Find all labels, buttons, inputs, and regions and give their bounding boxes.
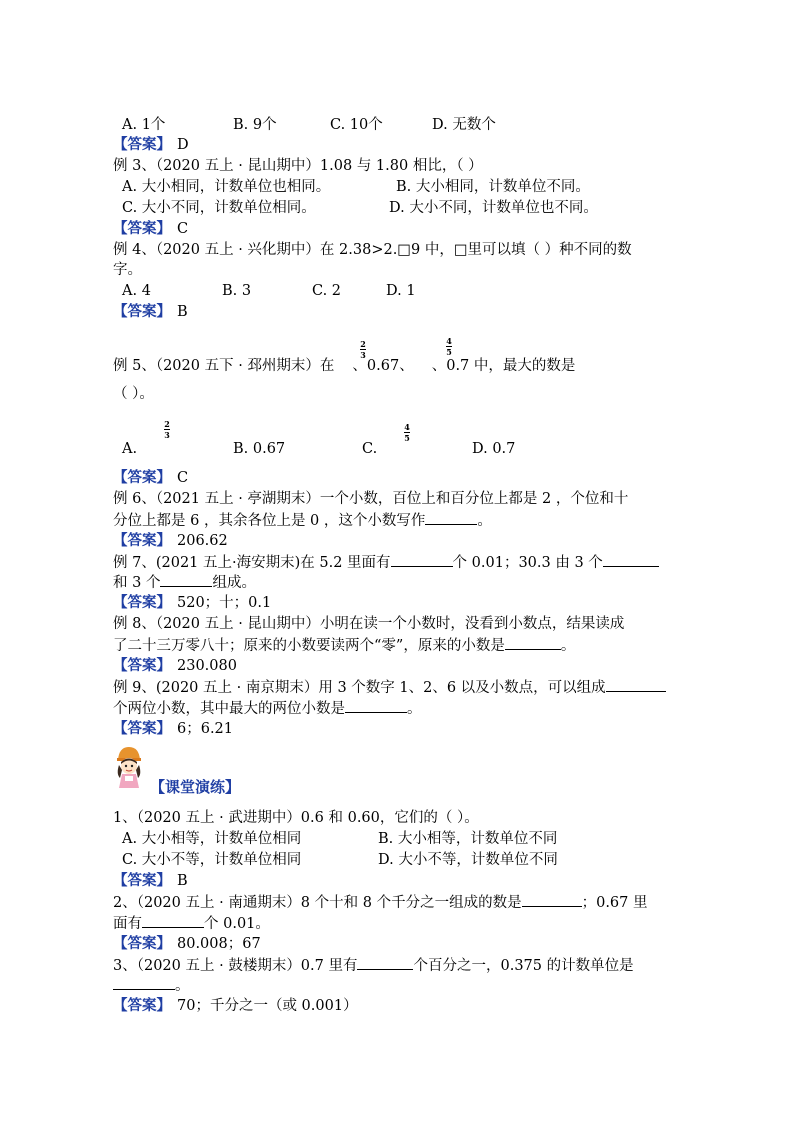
example-8-line1: 例 8、（2020 五上 · 昆山期中）小明在读一个小数时，没看到小数点，结果读成: [113, 616, 625, 632]
girl-mascot-icon: [112, 744, 146, 790]
example-5-question: [113, 356, 575, 376]
answer-blank[interactable]: [160, 572, 212, 587]
example-9-line1: 例 9、(2020 五上 · 南京期末）用 3 个数字 1、2、6 以及小数点，可以组成: [113, 677, 666, 698]
fraction-four-fifths: 4 5: [404, 422, 410, 443]
answer-value: 6；6.21: [177, 721, 234, 737]
answer-value: C: [177, 221, 189, 237]
example-6-line2: 分位上都是 6 ，其余各位上是 0 ，这个小数写作 。: [113, 510, 492, 531]
option-d: D. 大小不同，计数单位也不同。: [389, 200, 598, 216]
example-4-question-line1: 例 4、（2020 五上 · 兴化期中）在 2.38>2.□9 中，□里可以填（ ）种不同的数: [113, 242, 632, 258]
answer-blank[interactable]: [606, 677, 666, 692]
answer-line: [113, 531, 228, 551]
option-d: D. 大小不等，计数单位不同: [378, 852, 558, 868]
section-title: 【课堂演练】: [150, 778, 241, 796]
answer-line: [113, 219, 188, 239]
example-8-line2: 了二十三万零八十；原来的小数要读两个“零”，原来的小数是 。: [113, 635, 575, 656]
answer-blank[interactable]: [113, 975, 175, 990]
answer-blank[interactable]: [142, 913, 204, 928]
option-d: D. 0.7: [472, 441, 516, 457]
question-mid: 、0.67、: [352, 358, 414, 374]
option-a: A.: [122, 441, 138, 457]
answer-line: [113, 871, 188, 891]
practice-1-question: 1、（2020 五上 · 武进期中）0.6 和 0.60，它们的（ ）。: [113, 810, 479, 826]
fraction-two-thirds: 2 3: [360, 339, 366, 360]
option-a: A. 4: [122, 283, 151, 299]
answer-tag: 【答案】: [113, 470, 171, 486]
answer-blank[interactable]: [603, 552, 659, 567]
answer-line: [113, 719, 233, 739]
option-b: B. 9个: [233, 117, 277, 133]
answer-tag: 【答案】: [113, 137, 171, 153]
answer-tag: 【答案】: [113, 998, 171, 1014]
answer-tag: 【答案】: [113, 533, 171, 549]
option-c: C. 大小不等，计数单位相同: [122, 852, 302, 868]
answer-line: [113, 996, 358, 1016]
option-c: C. 10个: [330, 117, 383, 133]
option-d: D. 1: [386, 283, 416, 299]
answer-line: [113, 302, 188, 322]
option-a: A. 大小相同，计数单位也相同。: [122, 179, 331, 195]
option-b: B. 大小相同，计数单位不同。: [396, 179, 590, 195]
fraction-two-thirds: 2 3: [164, 419, 170, 440]
question-suffix: 、0.7 中，最大的数是: [431, 358, 576, 374]
option-b: B. 3: [222, 283, 252, 299]
answer-tag: 【答案】: [113, 936, 171, 952]
answer-blank[interactable]: [522, 892, 582, 907]
example-7-line2: 和 3 个 组成。: [113, 572, 256, 593]
answer-blank[interactable]: [357, 955, 413, 970]
option-c: C.: [362, 441, 378, 457]
answer-tag: 【答案】: [113, 595, 171, 611]
example-6-line1: 例 6、（2021 五上 · 亭湖期末）一个小数，百位上和百分位上都是 2 ，个位和十: [113, 491, 629, 507]
example-4-question-line2: 字。: [113, 262, 142, 278]
example-5-question-line2: （ ）。: [113, 386, 154, 402]
answer-line: [113, 468, 188, 488]
answer-line: [113, 656, 237, 676]
option-a: A. 1个: [122, 117, 166, 133]
answer-tag: 【答案】: [113, 304, 171, 320]
answer-value: B: [177, 304, 188, 320]
fraction-four-fifths: 4 5: [446, 336, 452, 357]
practice-3-line2: 。: [113, 975, 190, 996]
answer-value: 206.62: [177, 533, 228, 549]
example-7-line1: 例 7、(2021 五上·海安期末)在 5.2 里面有 个 0.01；30.3 由 3 个: [113, 552, 659, 573]
option-a: A. 大小相等，计数单位相同: [122, 831, 302, 847]
answer-line: [113, 934, 261, 954]
answer-tag: 【答案】: [113, 658, 171, 674]
answer-blank[interactable]: [345, 698, 407, 713]
option-b: B. 大小相等，计数单位不同: [378, 831, 558, 847]
answer-blank[interactable]: [505, 635, 561, 650]
answer-blank[interactable]: [425, 510, 477, 525]
answer-value: 520；十；0.1: [177, 595, 272, 611]
practice-2-line2: 面有 个 0.01。: [113, 913, 270, 934]
answer-tag: 【答案】: [113, 221, 171, 237]
example-3-question: 例 3、（2020 五上 · 昆山期中）1.08 与 1.80 相比，（ ）: [113, 158, 483, 174]
answer-value: C: [177, 470, 189, 486]
answer-value: 230.080: [177, 658, 237, 674]
answer-line: [113, 135, 189, 155]
practice-3-line1: 3、（2020 五上 · 鼓楼期末）0.7 里有 个百分之一，0.375 的计数单位是: [113, 955, 634, 976]
answer-value: B: [177, 873, 188, 889]
answer-value: 70；千分之一（或 0.001）: [177, 998, 358, 1014]
practice-2-line1: 2、（2020 五上 · 南通期末）8 个十和 8 个千分之一组成的数是 ；0.67 里: [113, 892, 648, 913]
option-c: C. 2: [312, 283, 342, 299]
answer-value: D: [177, 137, 189, 153]
option-c: C. 大小不同，计数单位相同。: [122, 200, 316, 216]
answer-blank[interactable]: [391, 552, 453, 567]
example-9-line2: 个两位小数，其中最大的两位小数是 。: [113, 698, 422, 719]
question-prefix: 例 5、（2020 五下 · 邳州期末）在: [113, 358, 335, 374]
answer-tag: 【答案】: [113, 721, 171, 737]
answer-line: [113, 593, 271, 613]
answer-value: 80.008；67: [177, 936, 261, 952]
option-d: D. 无数个: [432, 117, 496, 133]
answer-tag: 【答案】: [113, 873, 171, 889]
option-b: B. 0.67: [233, 441, 286, 457]
